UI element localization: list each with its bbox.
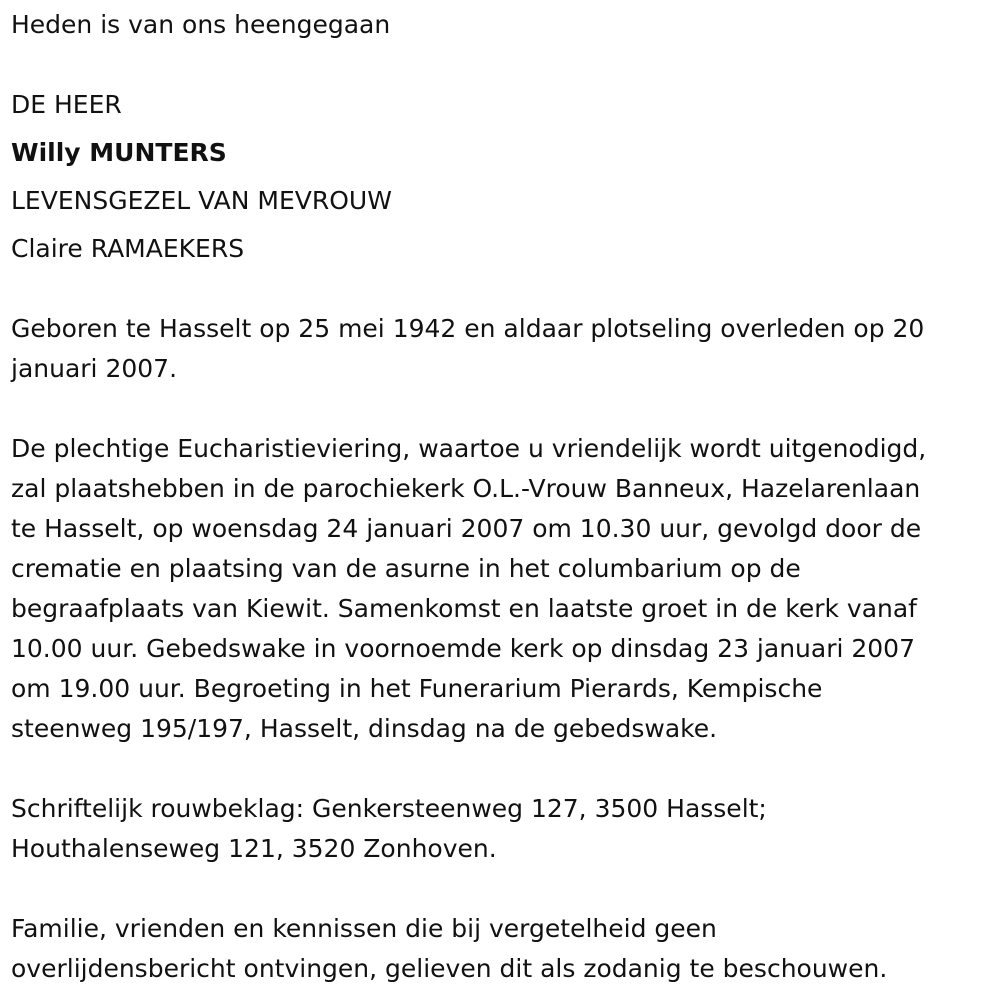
ceremony-line: steenweg 195/197, Hasselt, dinsdag na de gebedswake. <box>11 714 718 743</box>
ceremony-line: De plechtige Eucharistieviering, waartoe u vriendelijk wordt uitgenodigd, <box>11 434 927 463</box>
ceremony-line: zal plaatshebben in de parochiekerk O.L.-Vrouw Banneux, Hazelarenlaan <box>11 474 921 503</box>
birth-death-line-1: Geboren te Hasselt op 25 mei 1942 en aldaar plotseling overleden op 20 <box>11 314 925 343</box>
condolences-line-1: Schriftelijk rouwbeklag: Genkersteenweg 127, 3500 Hasselt; <box>11 794 767 823</box>
closing-line-2: overlijdensbericht ontvingen, gelieven dit als zodanig te beschouwen. <box>11 954 888 983</box>
deceased-name: Willy MUNTERS <box>11 138 227 167</box>
ceremony-line: crematie en plaatsing van de asurne in het columbarium op de <box>11 554 801 583</box>
ceremony-line: 10.00 uur. Gebedswake in voornoemde kerk op dinsdag 23 januari 2007 <box>11 634 915 663</box>
ceremony-line: te Hasselt, op woensdag 24 januari 2007 om 10.30 uur, gevolgd door de <box>11 514 922 543</box>
ceremony-line: begraafplaats van Kiewit. Samenkomst en laatste groet in de kerk vanaf <box>11 594 917 623</box>
partner-name: Claire RAMAEKERS <box>11 234 245 263</box>
intro-text: Heden is van ons heengegaan <box>11 10 391 39</box>
closing-line-1: Familie, vrienden en kennissen die bij vergetelheid geen <box>11 914 717 943</box>
honorific-title: DE HEER <box>11 90 122 119</box>
birth-death-line-2: januari 2007. <box>11 354 178 383</box>
condolences-line-2: Houthalenseweg 121, 3520 Zonhoven. <box>11 834 497 863</box>
relation-text: LEVENSGEZEL VAN MEVROUW <box>11 186 392 215</box>
ceremony-line: om 19.00 uur. Begroeting in het Funerarium Pierards, Kempische <box>11 674 823 703</box>
